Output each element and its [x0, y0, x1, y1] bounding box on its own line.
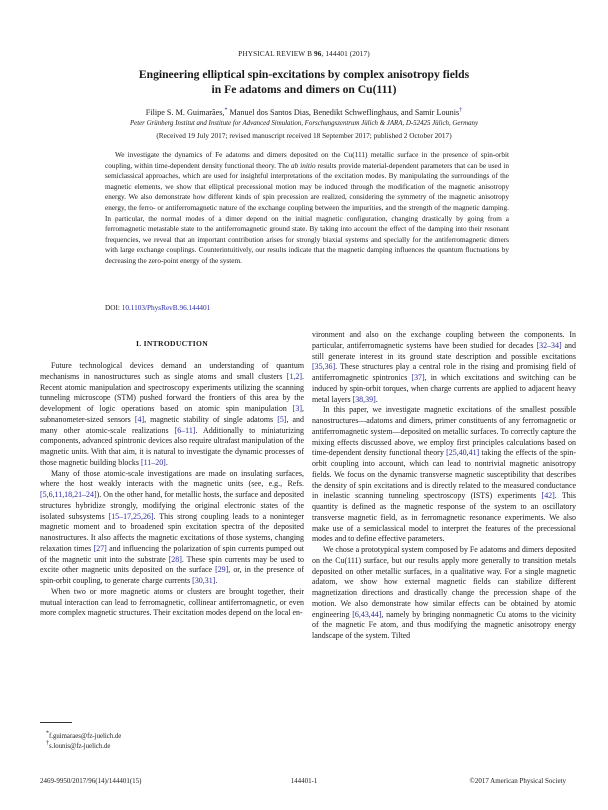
paragraph: vironment and also on the exchange coupling between the components. In particular, antiferromagnetic systems have been studied for decades [32–34] and still generate interest in its ground state description and possible excitations [35,36]. These structures play a central role in the rising and promising field of antiferromagnetic spintronics [37], in which excitations and switching can be induced by spin-orbit torques, when charge currents are applied to adjacent heavy metal layers [38,39]. [312, 330, 576, 404]
citation-link[interactable]: [38,39] [352, 394, 376, 404]
received-dates: (Received 19 July 2017; revised manuscript received 18 September 2017; published 2 October 2017) [156, 131, 452, 140]
affiliation: Peter Grünberg Institut and Institute for Advanced Simulation, Forschungszentrum Jülich & JARA, D-52425 Jülich, Germany [129, 120, 479, 127]
journal-name: PHYSICAL REVIEW B [238, 49, 313, 58]
citation-link[interactable]: [4] [134, 414, 145, 424]
paragraph: When two or more magnetic atoms or clusters are brought together, their mutual interaction can lead to ferromagnetic, collinear antiferromagnetic, or even more complex magnetic structures. Their excitation modes depend on the local en- [40, 586, 304, 618]
author-primary: Filipe S. M. Guimarães, [145, 108, 225, 117]
journal-volume: 96 [313, 49, 322, 58]
citation-link[interactable]: [6–11] [174, 425, 196, 435]
paragraph: In this paper, we investigate magnetic excitations of the smallest possible nanostructures—adatoms and dimers, primer constituents of any ferromagnetic or antiferromagnetic system—deposited on metallic surfaces. To correctly capture the mixing effects discussed above, we employ first principles calculations based on time-dependent density functional theory [25,40,41] taking the effects of the spin-orbit coupling into account, which can lead to nontrivial magnetic anisotropy fields. We focus on the dynamic transverse magnetic susceptibility that describes the density of spin excitations and is directly related to the measured conductance in inelastic scanning tunneling spectroscopy (ISTS) experiments [42]. This quantity is defined as the magnetic response of the system to an oscillatory transverse magnetic field, as in ferromagnetic resonance experiments. We also make use of a semiclassical model to interpret the features of the precessional modes and to define effective parameters. [312, 405, 577, 544]
paper-title [40, 67, 568, 97]
section-heading: I. INTRODUCTION [135, 339, 208, 348]
citation-link[interactable]: [15–17,25,26] [108, 511, 154, 521]
footer-page-number: 144401-1 [290, 777, 318, 785]
footnote-divider [40, 722, 72, 723]
footnote-mark-2[interactable]: † [459, 107, 463, 114]
footnote-2-mark: † [46, 740, 49, 747]
journal-article-info: , 144401 (2017) [321, 49, 370, 58]
footnote-2-email[interactable]: s.lounis@fz-juelich.de [49, 742, 111, 750]
citation-link[interactable]: [28] [168, 554, 182, 564]
citation-link[interactable]: [5,6,11,18,21–24] [40, 490, 97, 499]
citation-link[interactable]: [42] [541, 491, 555, 501]
citation-link[interactable]: [5] [277, 414, 287, 424]
abstract-italic: ab initio [291, 161, 316, 170]
doi-line [105, 304, 210, 312]
doi-label: DOI: [105, 304, 122, 312]
citation-link[interactable]: [30,31] [192, 576, 216, 585]
left-column [40, 361, 304, 619]
citation-link[interactable]: [32–34] [536, 340, 562, 350]
abstract-text: We investigate the dynamics of Fe adatoms and dimers deposited on the Cu(111) metallic surface in the presence of spin-orbit coupling, within time-dependent density functional theory. The [105, 151, 509, 170]
citation-link[interactable]: [25,40,41] [446, 448, 480, 458]
paragraph: Many of those atomic-scale investigations are made on insulating surfaces, where the host weakly interacts with the magnetic units (see, e.g., Refs. [5,6,11,18,21–24]). On the other hand, for metallic hosts, the surface and deposited structures hybridize strongly, modifying the original electronic states of the isolated subsystems [15–17,25,26]. This strong coupling leads to a noninteger magnetic moment and to broadened spin excitation spectra of the deposited nanostructures. It also affects the magnetic excitations of those systems, changing relaxation times [27] and influencing the polarization of spin currents pumped out of the magnetic unit into the substrate [28]. These spin currents may be used to excite other magnetic units deposited on the surface [29], or, in the presence of spin-orbit coupling, to generate charge currents [30,31]. [40, 468, 305, 585]
footnote-mark-1[interactable]: * [224, 107, 228, 114]
paper-title-line-2: in Fe adatoms and dimers on Cu(111) [211, 83, 397, 96]
abstract [105, 150, 509, 267]
citation-link[interactable]: [27] [93, 543, 107, 553]
author-list [30, 108, 578, 117]
citation-link[interactable]: [11–20] [140, 457, 166, 467]
paragraph: We chose a prototypical system composed by Fe adatoms and dimers deposited on the Cu(111) surface, but our results apply more generally to transition metals deposited on other metallic surfaces, in a qualitative way. For a single magnetic adatom, we show how external magnetic fields can stabilize different magnetization directions and drastically change the precession shape of the motion. We also demonstrate how similar effects can be obtained by atomic engineering [6,43,44], namely by bringing nonmagnetic Cu atoms to the vicinity of the magnetic Fe atom, and thus modifying the magnetic anisotropy energy landscape of the system. Tilted [312, 545, 577, 640]
author-others: Manuel dos Santos Dias, Benedikt Schweflinghaus, and Samir Lounis [227, 108, 460, 117]
abstract-text-cont: results provide material-dependent parameters that can be used in semiclassical approaches, which are used for insightful interpretations of the excitation modes. By manipulating the surroundings of the magnetic elements, we show that elliptical precessional motion may be induced through the modification of the magnetic anisotropy energy. We also demonstrate how different kinds of spin precession are realized, considering the symmetry of the magnetic anisotropy energy, the ferro- or antiferromagnetic nature of the exchange coupling between the impurities, and the strength of the magnetic damping. In particular, the normal modes of a dimer depend on the initial magnetic configuration, changing drastically by going from a ferromagnetic metastable state to the antiferromagnetic ground state. By taking into account the effect of the damping into their resonant frequencies, we reveal that an important contribution arises for strongly biaxial systems and specially for the antiferromagnetic dimers with large exchange couplings. Counterintuitively, our results indicate that the magnetic damping influences the quantum fluctuations by decreasing the zero-point energy of the system. [105, 161, 509, 265]
footnote-1-mark: * [46, 730, 49, 737]
citation-link[interactable]: [29] [215, 565, 229, 575]
journal-header [0, 49, 608, 58]
footer-copyright: ©2017 American Physical Society [469, 777, 566, 785]
footnotes [46, 732, 121, 751]
footnote-1-email[interactable]: f.guimaraes@fz-juelich.de [49, 733, 122, 740]
paper-title-line-1: Engineering elliptical spin-excitations by complex anisotropy fields [138, 68, 470, 81]
citation-link[interactable]: [1,2] [286, 371, 303, 381]
footer-issn: 2469-9950/2017/96(14)/144401(15) [40, 777, 142, 785]
footnote-1 [46, 732, 121, 742]
citation-link[interactable]: [35,36] [312, 362, 336, 372]
citation-link[interactable]: [3] [292, 404, 303, 413]
citation-link[interactable]: [6,43,44] [352, 609, 382, 619]
right-column [312, 330, 576, 642]
citation-link[interactable]: [37] [411, 373, 425, 382]
doi-link[interactable]: 10.1103/PhysRevB.96.144401 [121, 304, 211, 312]
footnote-2 [46, 742, 121, 752]
paragraph: Future technological devices demand an understanding of quantum mechanisms in nanostructures such as single atoms and small clusters [1,2]. Recent atomic manipulation and spectroscopy experiments utilizing the scanning tunneling microscope (STM) pushed forward the frontiers of this area by the development of logic operations based on atomic spin manipulation [3], subnanometer-sized sensors [4], magnetic stability of single adatoms [5], and many other atomic-scale realizations [6–11]. Additionally to miniaturizing components, advanced spintronic devices also require ultrafast manipulation of the magnetic units. With that aim, it is natural to investigate the dynamic processes of those magnetic building blocks [11–20]. [40, 361, 304, 467]
